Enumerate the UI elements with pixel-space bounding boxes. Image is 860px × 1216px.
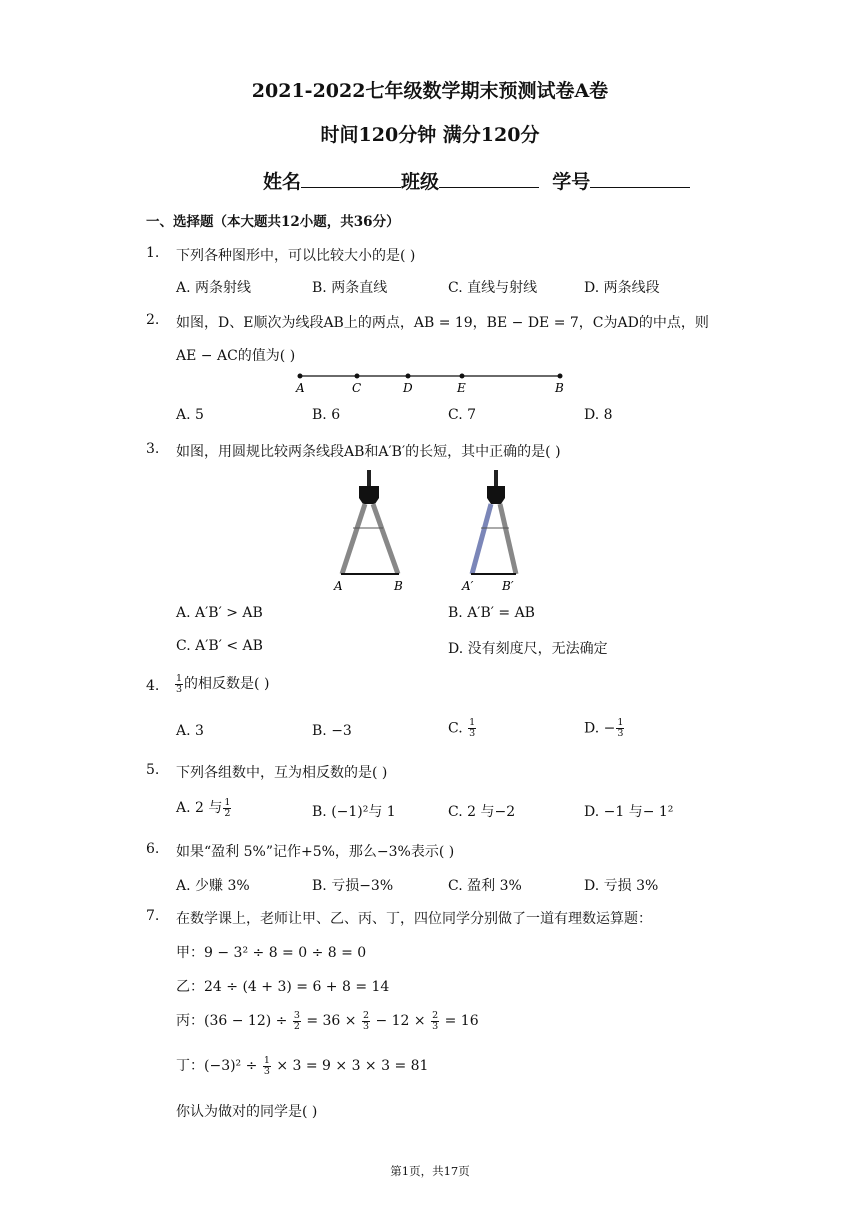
label-e: E: [457, 381, 466, 395]
q6-stem: 如果“盈利 5%”记作+5%，那么−3%表示( ): [176, 844, 455, 860]
q5-stem: 下列各组数中，互为相反数的是( ): [176, 765, 388, 781]
q4-number: 4.: [146, 678, 160, 694]
q4-option-b: B. −3: [312, 723, 352, 739]
q7-line-jia: 甲：9 − 3² ÷ 8 = 0 ÷ 8 = 0: [176, 945, 367, 961]
fig-label-b-prime: B′: [502, 579, 514, 593]
compass-left: [333, 470, 403, 593]
q5-option-c: C. 2 与−2: [448, 804, 516, 820]
fig-label-a-prime: A′: [462, 579, 474, 593]
q6-option-a: A. 少赚 3%: [176, 878, 250, 894]
q4-option-d: D. − $\frac{1}{3}$: [584, 717, 624, 739]
q5-option-b: B. (−1)²与 1: [312, 804, 396, 820]
compass-right: [461, 470, 516, 593]
q3-option-d: D. 没有刻度尺，无法确定: [448, 641, 608, 657]
name-blank: [301, 169, 401, 188]
q7-ask: 你认为做对的同学是( ): [176, 1104, 318, 1120]
fig-label-a: A: [334, 579, 343, 593]
q1-number: 1.: [146, 245, 160, 261]
q1-option-b: B. 两条直线: [312, 280, 388, 296]
exam-title: 2021-2022七年级数学期末预测试卷A卷: [251, 80, 609, 102]
q1-stem: 下列各种图形中，可以比较大小的是( ): [176, 248, 416, 264]
page-footer: 第1页，共17页: [390, 1164, 470, 1178]
class-label: 班级: [401, 171, 440, 193]
q6-number: 6.: [146, 841, 160, 857]
q2-option-c: C. 7: [448, 407, 477, 423]
section-heading: 一、选择题（本大题共12小题，共36分）: [146, 214, 400, 230]
q7-number: 7.: [146, 908, 160, 924]
q4-stem: $\frac{1}{3}$ 的相反数是( ): [176, 672, 270, 695]
q7-line-yi: 乙：24 ÷ (4 + 3) = 6 + 8 = 14: [176, 979, 390, 995]
point-c: [355, 374, 360, 379]
q2-segment-figure: [290, 368, 580, 398]
label-b: B: [555, 381, 564, 395]
q4-option-a: A. 3: [176, 723, 204, 739]
q1-option-a: A. 两条射线: [176, 280, 252, 296]
label-c: C: [352, 381, 362, 395]
point-b: [558, 374, 563, 379]
q5-option-d: D. −1 与− 1²: [584, 804, 674, 820]
q4-fraction: $\frac{1}{3}$: [176, 672, 183, 695]
point-a: [298, 374, 303, 379]
q7-line-ding: 丁：(−3)² ÷ $\frac{1}{3}$ × 3 = 9 × 3 × 3 = 81: [176, 1054, 429, 1077]
q3-option-b: B. A′B′ = AB: [448, 605, 535, 621]
q3-option-c: C. A′B′ < AB: [176, 638, 263, 654]
label-d: D: [403, 381, 413, 395]
q6-option-b: B. 亏损−3%: [312, 878, 394, 894]
q3-number: 3.: [146, 441, 160, 457]
q2-option-d: D. 8: [584, 407, 613, 423]
student-info-line: [263, 167, 690, 194]
class-blank: [439, 169, 539, 188]
q6-option-d: D. 亏损 3%: [584, 878, 659, 894]
fig-label-b: B: [394, 579, 403, 593]
id-blank: [590, 169, 690, 188]
q7-stem: 在数学课上，老师让甲、乙、丙、丁，四位同学分别做了一道有理数运算题：: [176, 911, 652, 927]
q7-line-bing: 丙：(36 − 12) ÷ $\frac{3}{2}$ = 36 × $\frac{2}{3}$ − 12 × $\frac{2}{3}$ = 16: [176, 1009, 479, 1032]
q6-option-c: C. 盈利 3%: [448, 878, 522, 894]
q2-number: 2.: [146, 312, 160, 328]
q3-stem: 如图，用圆规比较两条线段AB和A′B′的长短，其中正确的是( ): [176, 444, 561, 460]
name-label: 姓名: [263, 171, 302, 193]
q3-option-a: A. A′B′ > AB: [176, 605, 263, 621]
q2-option-a: A. 5: [176, 407, 204, 423]
q3-compass-figure: [326, 468, 532, 598]
q1-option-d: D. 两条线段: [584, 280, 660, 296]
q5-option-a: A. 2 与 $\frac{1}{2}$: [176, 796, 231, 819]
q4-option-c: C. $\frac{1}{3}$: [448, 717, 476, 739]
label-a: A: [296, 381, 305, 395]
q2-stem-line2: AE − AC的值为( ): [176, 348, 296, 364]
id-label: 学号: [552, 171, 591, 193]
q2-stem-line1: 如图，D、E顺次为线段AB上的两点，AB = 19，BE − DE = 7，C为AD的中点，则: [176, 315, 709, 331]
exam-subtitle: 时间120分钟 满分120分: [320, 124, 540, 146]
q5-number: 5.: [146, 762, 160, 778]
point-d: [406, 374, 411, 379]
q2-option-b: B. 6: [312, 407, 341, 423]
q1-option-c: C. 直线与射线: [448, 280, 538, 296]
point-e: [460, 374, 465, 379]
